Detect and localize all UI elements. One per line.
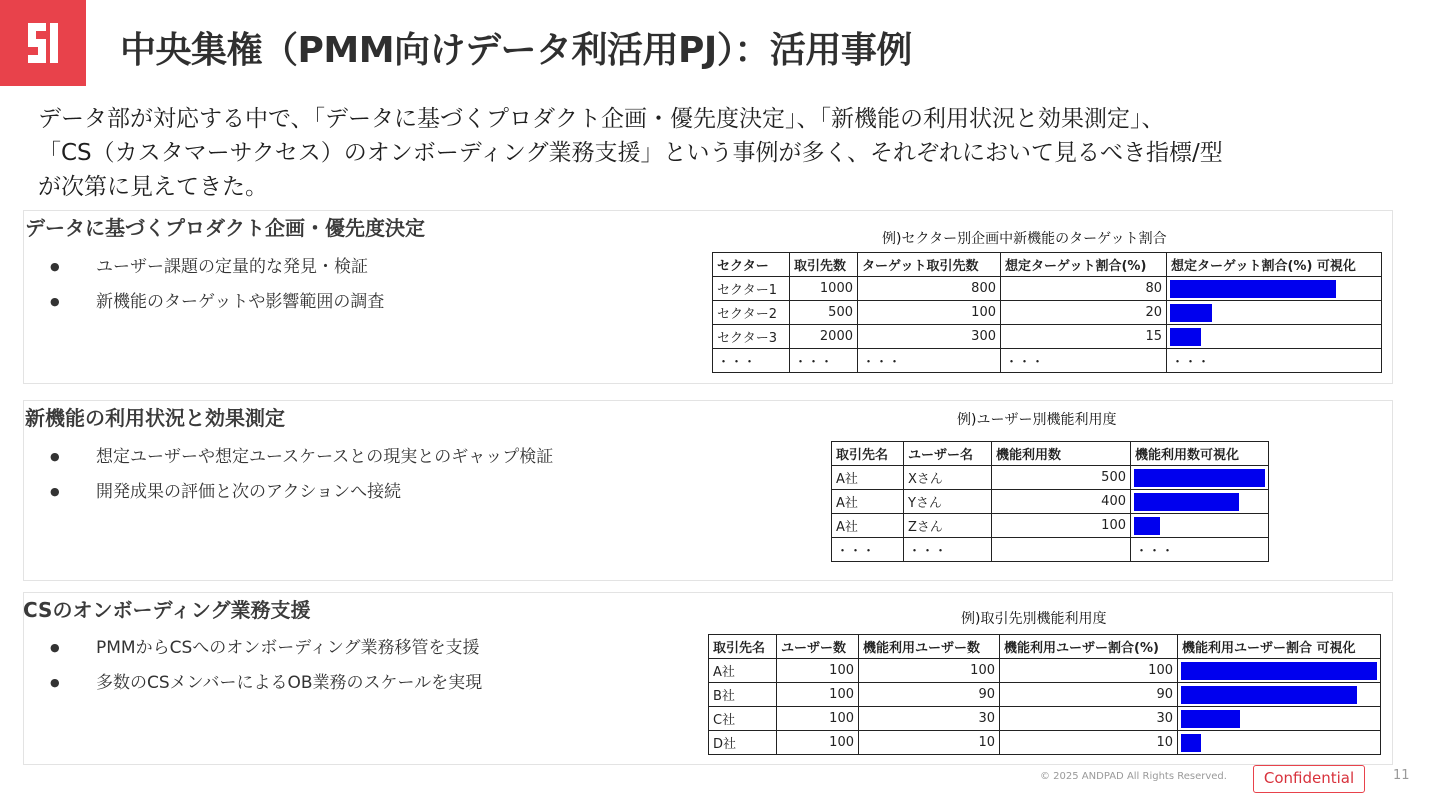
- table-row: [713, 277, 1382, 301]
- list-item: ● 多数のCSメンバーによるOB業務のスケールを実現: [50, 672, 482, 707]
- intro-line: が次第に見えてきた。: [38, 174, 268, 200]
- copyright-text: © 2025 ANDPAD All Rights Reserved.: [1040, 771, 1227, 782]
- table-cell: 80: [1001, 277, 1167, 301]
- table-cell: 100: [777, 707, 859, 731]
- column-header: ユーザー数: [777, 635, 859, 659]
- table-row: [832, 538, 1269, 562]
- table-caption: 例)ユーザー別機能利用度: [957, 412, 1117, 428]
- table-cell: ・・・: [790, 349, 858, 373]
- table-row: [709, 731, 1381, 755]
- intro-text: [38, 102, 1418, 204]
- table-caption: 例)セクター別企画中新機能のターゲット割合: [882, 231, 1167, 247]
- confidential-badge: Confidential: [1253, 765, 1365, 793]
- bar-cell: [1131, 490, 1269, 514]
- intro-line: データ部が対応する中で、「データに基づくプロダクト企画・優先度決定」、「新機能の利用状況と効果測定」、: [38, 106, 1165, 132]
- bar-cell: [1178, 683, 1381, 707]
- table-cell: ・・・: [713, 349, 790, 373]
- client-feature-usage-table: [708, 634, 1381, 755]
- table-cell: Zさん: [904, 514, 992, 538]
- column-header: 機能利用ユーザー割合 可視化: [1178, 635, 1381, 659]
- table-cell: 30: [1000, 707, 1178, 731]
- data-bar: [1170, 280, 1336, 298]
- bullet-list: [50, 637, 482, 707]
- column-header: 機能利用数: [992, 442, 1131, 466]
- table-cell: 500: [992, 466, 1131, 490]
- table-cell: ・・・: [832, 538, 904, 562]
- table-cell: 100: [777, 659, 859, 683]
- table-cell: ・・・: [904, 538, 992, 562]
- column-header: 機能利用ユーザー割合(%): [1000, 635, 1178, 659]
- table-cell: 800: [858, 277, 1001, 301]
- column-header: ユーザー名: [904, 442, 992, 466]
- bar-cell: [1178, 707, 1381, 731]
- table-cell: 20: [1001, 301, 1167, 325]
- bar-cell: [1178, 659, 1381, 683]
- andpad-logo: [0, 0, 86, 86]
- table-row: [832, 490, 1269, 514]
- section-title: CSのオンボーディング業務支援: [23, 598, 311, 622]
- table-cell: Xさん: [904, 466, 992, 490]
- section-title: 新機能の利用状況と効果測定: [25, 406, 285, 430]
- table-row: [713, 301, 1382, 325]
- bar-cell: [1167, 277, 1382, 301]
- column-header: 想定ターゲット割合(%) 可視化: [1167, 253, 1382, 277]
- table-cell: セクター2: [713, 301, 790, 325]
- bar-cell: [1178, 731, 1381, 755]
- table-cell: [992, 538, 1131, 562]
- user-feature-usage-table: [831, 441, 1269, 562]
- table-cell: 100: [777, 731, 859, 755]
- column-header: 機能利用数可視化: [1131, 442, 1269, 466]
- table-row: [713, 325, 1382, 349]
- intro-line: 「CS（カスタマーサクセス）のオンボーディング業務支援」という事例が多く、それぞれにおいて見るべき指標/型: [38, 140, 1223, 166]
- table-cell: 90: [1000, 683, 1178, 707]
- bullet-list: [50, 446, 553, 516]
- table-cell: 1000: [790, 277, 858, 301]
- table-cell: 15: [1001, 325, 1167, 349]
- data-bar: [1181, 710, 1240, 728]
- page-number: 11: [1393, 768, 1410, 783]
- bullet-list: [50, 256, 384, 326]
- data-bar: [1181, 686, 1357, 704]
- data-bar: [1134, 517, 1160, 535]
- table-cell: C社: [709, 707, 777, 731]
- table-row: [709, 707, 1381, 731]
- table-cell: 10: [1000, 731, 1178, 755]
- list-item: ● 開発成果の評価と次のアクションへ接続: [50, 481, 553, 516]
- table-header-row: [709, 635, 1381, 659]
- table-row: [713, 349, 1382, 373]
- column-header: 想定ターゲット割合(%): [1001, 253, 1167, 277]
- bar-cell: [1167, 325, 1382, 349]
- data-bar: [1134, 469, 1265, 487]
- andpad-logo-icon: [24, 19, 62, 67]
- table-cell: 300: [858, 325, 1001, 349]
- bar-cell: [1167, 301, 1382, 325]
- table-caption: 例)取引先別機能利用度: [961, 611, 1107, 627]
- page-title: 中央集権（PMM向けデータ利活用PJ）：活用事例: [120, 30, 912, 71]
- table-cell: A社: [709, 659, 777, 683]
- table-row: [832, 514, 1269, 538]
- list-item: ● 想定ユーザーや想定ユースケースとの現実とのギャップ検証: [50, 446, 553, 481]
- list-item: ● PMMからCSへのオンボーディング業務移管を支援: [50, 637, 482, 672]
- table-cell: 90: [859, 683, 1000, 707]
- table-cell: D社: [709, 731, 777, 755]
- column-header: セクター: [713, 253, 790, 277]
- table-cell: B社: [709, 683, 777, 707]
- table-cell: ・・・: [1167, 349, 1382, 373]
- data-bar: [1170, 328, 1201, 346]
- table-cell: Yさん: [904, 490, 992, 514]
- table-cell: A社: [832, 514, 904, 538]
- table-cell: A社: [832, 490, 904, 514]
- table-cell: セクター3: [713, 325, 790, 349]
- table-cell: 100: [992, 514, 1131, 538]
- bar-cell: [1131, 514, 1269, 538]
- table-cell: A社: [832, 466, 904, 490]
- column-header: 取引先名: [832, 442, 904, 466]
- data-bar: [1134, 493, 1239, 511]
- table-cell: 100: [859, 659, 1000, 683]
- table-cell: 500: [790, 301, 858, 325]
- table-cell: ・・・: [1131, 538, 1269, 562]
- table-cell: 400: [992, 490, 1131, 514]
- table-cell: ・・・: [858, 349, 1001, 373]
- table-row: [709, 659, 1381, 683]
- table-cell: 2000: [790, 325, 858, 349]
- column-header: 取引先名: [709, 635, 777, 659]
- bar-cell: [1131, 466, 1269, 490]
- table-header-row: [832, 442, 1269, 466]
- sector-target-table: [712, 252, 1382, 373]
- table-cell: 100: [858, 301, 1001, 325]
- section-title: データに基づくプロダクト企画・優先度決定: [25, 216, 425, 240]
- table-row: [709, 683, 1381, 707]
- list-item: ● 新機能のターゲットや影響範囲の調査: [50, 291, 384, 326]
- table-header-row: [713, 253, 1382, 277]
- table-cell: 10: [859, 731, 1000, 755]
- list-item: ● ユーザー課題の定量的な発見・検証: [50, 256, 384, 291]
- data-bar: [1181, 734, 1201, 752]
- table-row: [832, 466, 1269, 490]
- table-cell: 100: [777, 683, 859, 707]
- data-bar: [1170, 304, 1212, 322]
- column-header: ターゲット取引先数: [858, 253, 1001, 277]
- table-cell: 30: [859, 707, 1000, 731]
- column-header: 取引先数: [790, 253, 858, 277]
- table-cell: セクター1: [713, 277, 790, 301]
- table-cell: 100: [1000, 659, 1178, 683]
- data-bar: [1181, 662, 1377, 680]
- column-header: 機能利用ユーザー数: [859, 635, 1000, 659]
- table-cell: ・・・: [1001, 349, 1167, 373]
